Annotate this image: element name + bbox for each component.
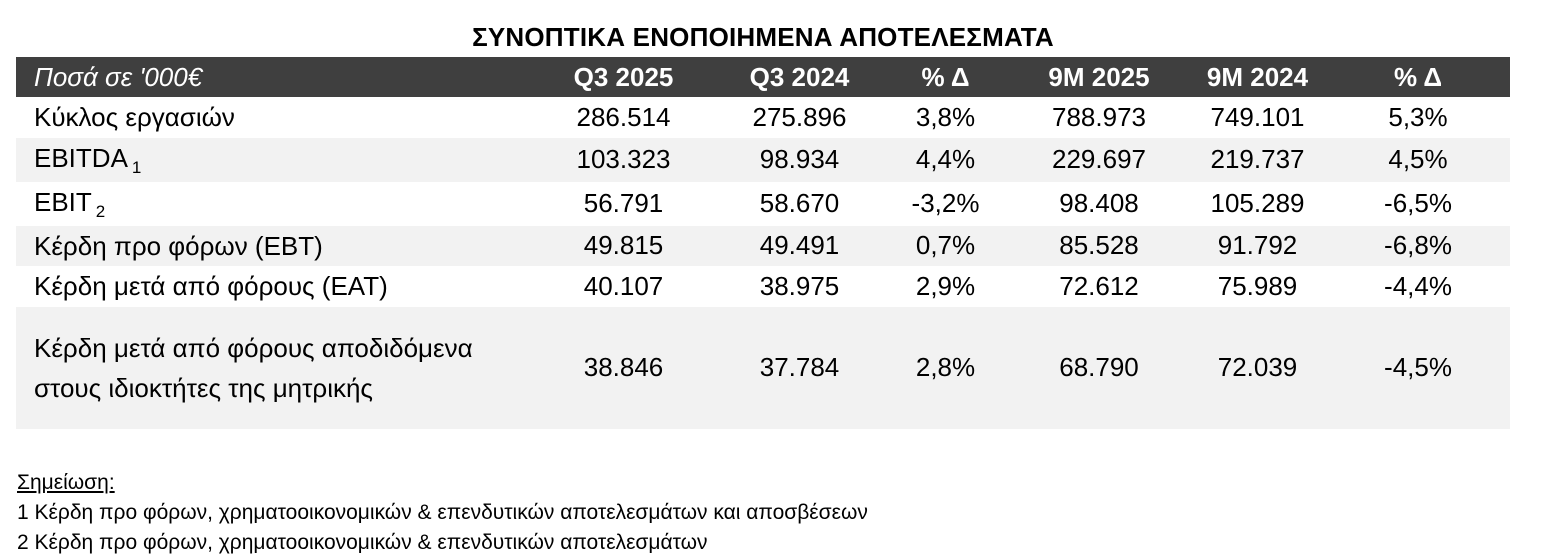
cell-9m-2024: 749.101 <box>1210 101 1305 132</box>
cell-q3-2025: 49.815 <box>583 230 664 261</box>
table-row-eat-parent <box>16 307 1510 429</box>
cell-9m-2025: 229.697 <box>1052 144 1146 174</box>
cell-9m-2024: 75.989 <box>1217 270 1298 301</box>
row-label: EBIT $_2$ <box>34 186 106 221</box>
row-label: Κέρδη προ φόρων (EBT) <box>34 230 323 261</box>
row-label: Κέρδη μετά από φόρους αποδιδόμενα στους ιδιοκτήτες της μητρικής <box>34 332 473 403</box>
notes-heading: Σημείωση: <box>17 471 115 494</box>
cell-q3-2024: 49.491 <box>759 230 840 261</box>
cell-q3-2025: 103.323 <box>576 144 671 174</box>
page-title: ΣΥΝΟΠΤΙΚΑ ΕΝΟΠΟΙΗΜΕΝΑ ΑΠΟΤΕΛΕΣΜΑΤΑ <box>472 22 1054 52</box>
table-row-eat <box>16 266 1510 307</box>
cell-q3-2024: 98.934 <box>759 144 840 174</box>
table-row-ebt <box>16 226 1510 267</box>
cell-q3-2024: 37.784 <box>759 352 840 382</box>
cell-9m-2025: 788.973 <box>1052 101 1146 132</box>
cell-9m-2024: 72.039 <box>1217 352 1298 382</box>
cell-9m-change: -6,5% <box>1384 188 1452 218</box>
cell-q3-2024: 58.670 <box>759 188 840 218</box>
row-label: Κέρδη μετά από φόρους (EAT) <box>34 271 388 302</box>
cell-q3-change: 2,9% <box>915 270 976 301</box>
cell-9m-change: -4,5% <box>1384 352 1452 382</box>
footnote-marker: 1 <box>131 157 142 177</box>
cell-q3-change: 4,4% <box>915 144 976 174</box>
table-row-revenue <box>16 97 1510 138</box>
cell-9m-2025: 98.408 <box>1059 188 1139 218</box>
row-label: EBITDA $_1$ <box>34 142 142 177</box>
table-row-ebit <box>16 182 1510 226</box>
header-q3-2024: Q3 2024 <box>749 61 850 92</box>
cell-q3-change: -3,2% <box>911 188 980 218</box>
note-line-1: 1 Κέρδη προ φόρων, χρηματοοικονομικών & επενδυτικών αποτελεσμάτων και αποσβέσεων <box>17 501 868 524</box>
table-row-ebitda <box>16 138 1510 182</box>
cell-9m-2025: 68.790 <box>1059 352 1139 382</box>
header-9m-2025: 9M 2025 <box>1048 61 1150 92</box>
header-q3-2025: Q3 2025 <box>573 61 674 92</box>
note-line-2: 2 Κέρδη προ φόρων, χρηματοοικονομικών & επενδυτικών αποτελεσμάτων <box>17 531 708 554</box>
cell-q3-2025: 286.514 <box>576 101 671 132</box>
header-9m-change: % Δ <box>1393 61 1443 92</box>
table-header-row <box>16 57 1510 97</box>
results-table <box>16 57 1510 429</box>
row-label: Κύκλος εργασιών <box>34 102 235 133</box>
cell-q3-change: 2,8% <box>915 352 976 382</box>
cell-9m-change: -6,8% <box>1384 230 1452 261</box>
notes-section <box>17 468 868 558</box>
cell-q3-2025: 38.846 <box>583 352 664 382</box>
cell-q3-2025: 40.107 <box>583 270 664 301</box>
header-9m-2024: 9M 2024 <box>1206 61 1309 92</box>
cell-9m-2024: 219.737 <box>1210 144 1305 174</box>
cell-q3-change: 3,8% <box>915 101 976 132</box>
header-q3-change: % Δ <box>921 61 970 92</box>
footnote-marker: 2 <box>95 201 106 221</box>
cell-9m-change: 5,3% <box>1388 101 1448 132</box>
header-amount-unit: Ποσά σε '000€ <box>34 61 203 92</box>
cell-q3-change: 0,7% <box>915 230 976 261</box>
cell-9m-2024: 91.792 <box>1217 230 1298 261</box>
cell-q3-2024: 38.975 <box>759 270 840 301</box>
cell-q3-2024: 275.896 <box>752 101 847 132</box>
cell-9m-2025: 85.528 <box>1059 230 1139 261</box>
cell-q3-2025: 56.791 <box>583 188 664 218</box>
cell-9m-2025: 72.612 <box>1059 270 1139 301</box>
cell-9m-change: -4,4% <box>1384 270 1452 301</box>
cell-9m-2024: 105.289 <box>1210 188 1305 218</box>
cell-9m-change: 4,5% <box>1388 144 1448 174</box>
